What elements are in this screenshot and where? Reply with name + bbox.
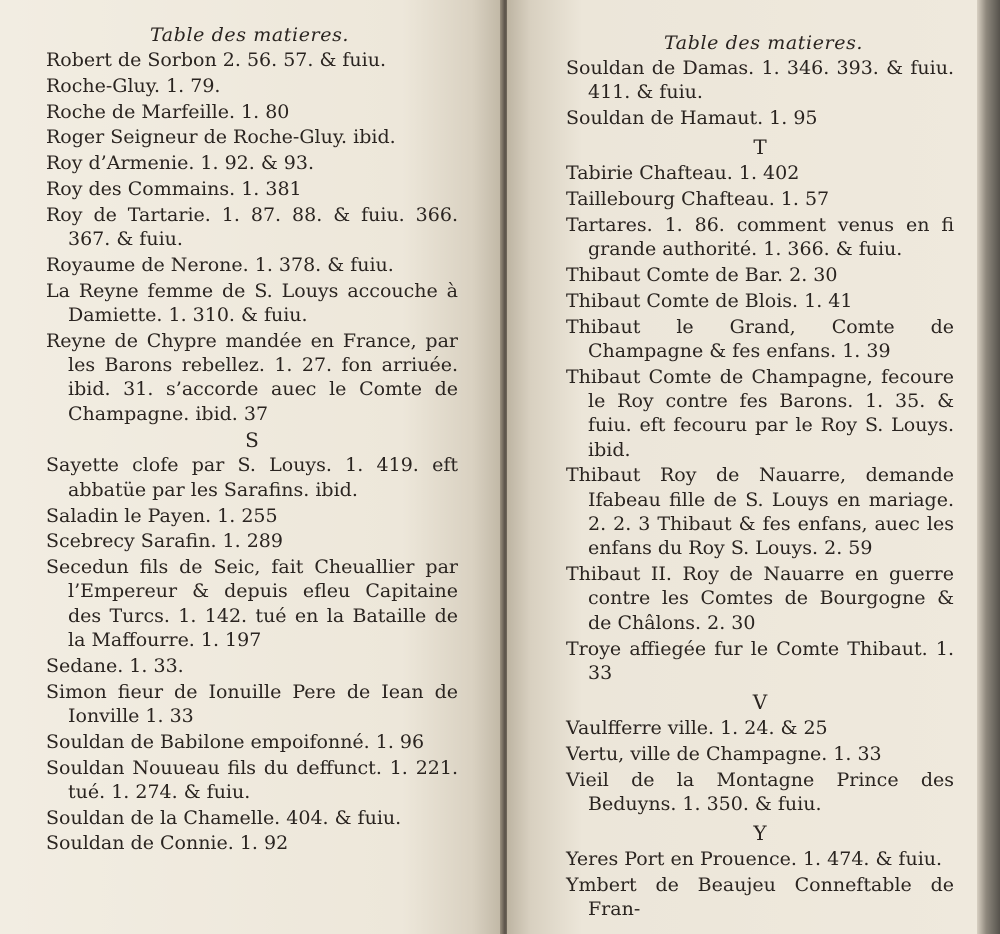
index-entry: Souldan de Babilone empoifonné. 1. 96 <box>46 730 425 753</box>
index-entry: Souldan de la Chamelle. 404. & fuiu. <box>46 806 402 829</box>
index-entry: Thibaut II. Roy de Nauarre en guerre contre les Comtes de Bourgogne & de Châlons. 2. 30 <box>566 563 954 634</box>
index-entry: Robert de Sorbon 2. 56. 57. & fuiu. <box>46 49 387 71</box>
index-entry: Reyne de Chypre mandée en France, par les Barons rebellez. 1. 27. fon arriuée. ibid. 31. s’accorde auec le Comte de Champagne. ibid. 37 <box>46 329 458 425</box>
index-entry: Souldan de Connie. 1. 92 <box>46 832 289 855</box>
index-entry: Scebrecy Sarafin. 1. 289 <box>46 530 283 553</box>
index-entry: Roy des Commains. 1. 381 <box>46 177 302 200</box>
index-entry: Vertu, ville de Champagne. 1. 33 <box>566 742 882 765</box>
index-entry: Roy d’Armenie. 1. 92. & 93. <box>46 152 315 175</box>
index-entry: Vaulfferre ville. 1. 24. & 25 <box>566 717 828 740</box>
index-entry: Royaume de Nerone. 1. 378. & fuiu. <box>46 253 394 276</box>
right-page <box>507 0 977 934</box>
index-entry: Souldan de Damas. 1. 346. 393. & fuiu. 411. & fuiu. <box>566 57 954 104</box>
section-letter-y: Y <box>753 821 767 846</box>
index-entry: Vieil de la Montagne Prince des Beduyns. 1. 350. & fuiu. <box>566 768 954 816</box>
index-entry: Tartares. 1. 86. comment venus en fi grande authorité. 1. 366. & fuiu. <box>566 213 954 261</box>
index-entry: Roger Seigneur de Roche-Gluy. ibid. <box>46 126 396 149</box>
index-entry: Sayette clofe par S. Louys. 1. 419. eft abbatüe par les Sarafins. ibid. <box>46 454 458 501</box>
index-column <box>46 48 458 857</box>
index-entry: La Reyne femme de S. Louys accouche à Damiette. 1. 310. & fuiu. <box>46 279 458 326</box>
index-entry: Thibaut Comte de Champagne, fecoure le Roy contre fes Barons. 1. 35. & fuiu. eft fecouru par le Roy S. Louys. ibid. <box>566 365 954 461</box>
index-entry: Roche-Gluy. 1. 79. <box>46 74 221 97</box>
index-entry: Thibaut Roy de Nauarre, demande Ifabeau fille de S. Louys en mariage. 2. 2. 3 Thibaut & fes enfans, auec les enfans du Roy S. Louys. 2. 59 <box>566 464 954 560</box>
index-entry: Simon fieur de Ionuille Pere de Iean de Ionville 1. 33 <box>46 680 458 727</box>
index-entry: Souldan Nouueau fils du deffunct. 1. 221. tué. 1. 274. & fuiu. <box>46 756 458 803</box>
section-letter-v: V <box>752 690 768 715</box>
running-head: Table des matieres. <box>150 24 350 46</box>
section-letter-t: T <box>753 135 767 160</box>
index-entry: Roy de Tartarie. 1. 87. 88. & fuiu. 366. 367. & fuiu. <box>46 203 458 251</box>
index-entry: Souldan de Hamaut. 1. 95 <box>566 107 818 130</box>
index-entry: Secedun fils de Seic, fait Cheuallier par l’Empereur & depuis efleu Capitaine des Turcs. 1. 142. tué en la Bataille de la Maffourre. 1. 197 <box>46 556 458 652</box>
running-head: Table des matieres. <box>664 32 864 54</box>
section-letter-s: S <box>245 428 259 453</box>
index-entry: Thibaut le Grand, Comte de Champagne & fes enfans. 1. 39 <box>566 315 954 362</box>
page-edge <box>977 0 1000 934</box>
index-column <box>566 56 954 923</box>
index-entry: Tabirie Chafteau. 1. 402 <box>566 162 800 185</box>
index-entry: Troye affiegée fur le Comte Thibaut. 1. 33 <box>566 637 954 684</box>
index-entry: Sedane. 1. 33. <box>46 654 184 677</box>
index-entry: Ymbert de Beaujeu Conneftable de Fran- <box>566 874 954 921</box>
index-entry: Yeres Port en Prouence. 1. 474. & fuiu. <box>566 848 943 871</box>
index-entry: Taillebourg Chafteau. 1. 57 <box>566 188 830 211</box>
index-entry: Thibaut Comte de Bar. 2. 30 <box>566 264 838 287</box>
index-entry: Thibaut Comte de Blois. 1. 41 <box>566 289 853 312</box>
index-entry: Saladin le Payen. 1. 255 <box>46 504 278 527</box>
index-entry: Roche de Marfeille. 1. 80 <box>46 100 290 123</box>
